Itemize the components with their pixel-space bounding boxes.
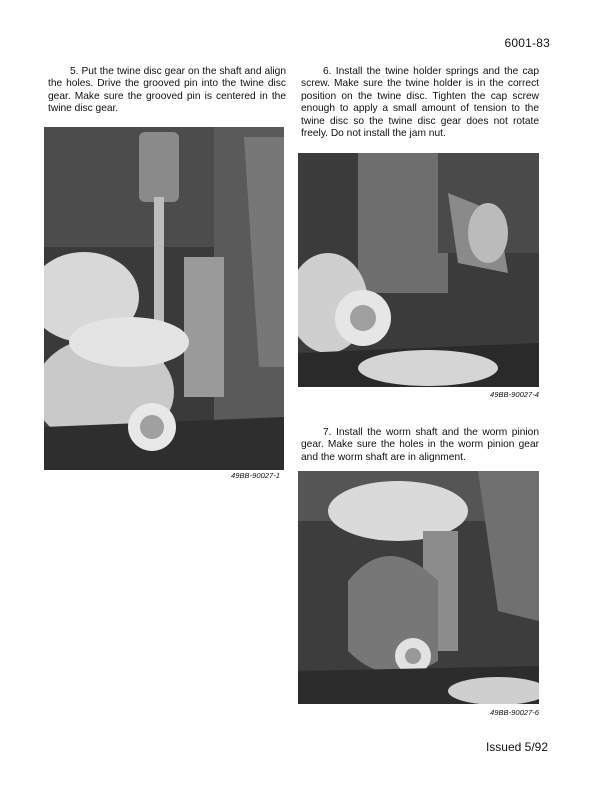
step-7-body: Install the worm shaft and the worm pinion gear. Make sure the holes in the worm pinion gear and the worm shaft are in alignment. — [301, 427, 539, 463]
figure-2-caption: 49BB-90027-4 — [490, 390, 539, 399]
step-7-text — [301, 427, 539, 464]
photo-twine-disc-gear-pin — [44, 127, 284, 470]
figure-1-caption: 49BB-90027-1 — [231, 471, 280, 480]
step-6-text — [301, 66, 539, 140]
step-6-number: 6. — [323, 66, 332, 77]
step-6-body: Install the twine holder springs and the cap screw. Make sure the twine holder is in the correct position on the twine disc. Tighten the cap screw enough to apply a small amount of tension to the twine disc so the twine disc gear does not rotate freely. Do not install the jam nut. — [301, 66, 539, 140]
step-7-number: 7. — [323, 427, 332, 438]
step-5-number: 5. — [70, 66, 79, 77]
photo-worm-shaft-pinion — [298, 471, 539, 704]
step-5-text — [48, 66, 286, 116]
issue-date: Issued 5/92 — [485, 740, 548, 754]
figure-3-caption: 49BB-90027-6 — [490, 708, 539, 717]
step-5-body: Put the twine disc gear on the shaft and align the holes. Drive the grooved pin into the twine disc gear. Make sure the grooved pin is centered in the twine disc gear. — [48, 66, 286, 115]
page-number: 6001-83 — [504, 36, 550, 50]
photo-twine-holder-springs — [298, 153, 539, 387]
